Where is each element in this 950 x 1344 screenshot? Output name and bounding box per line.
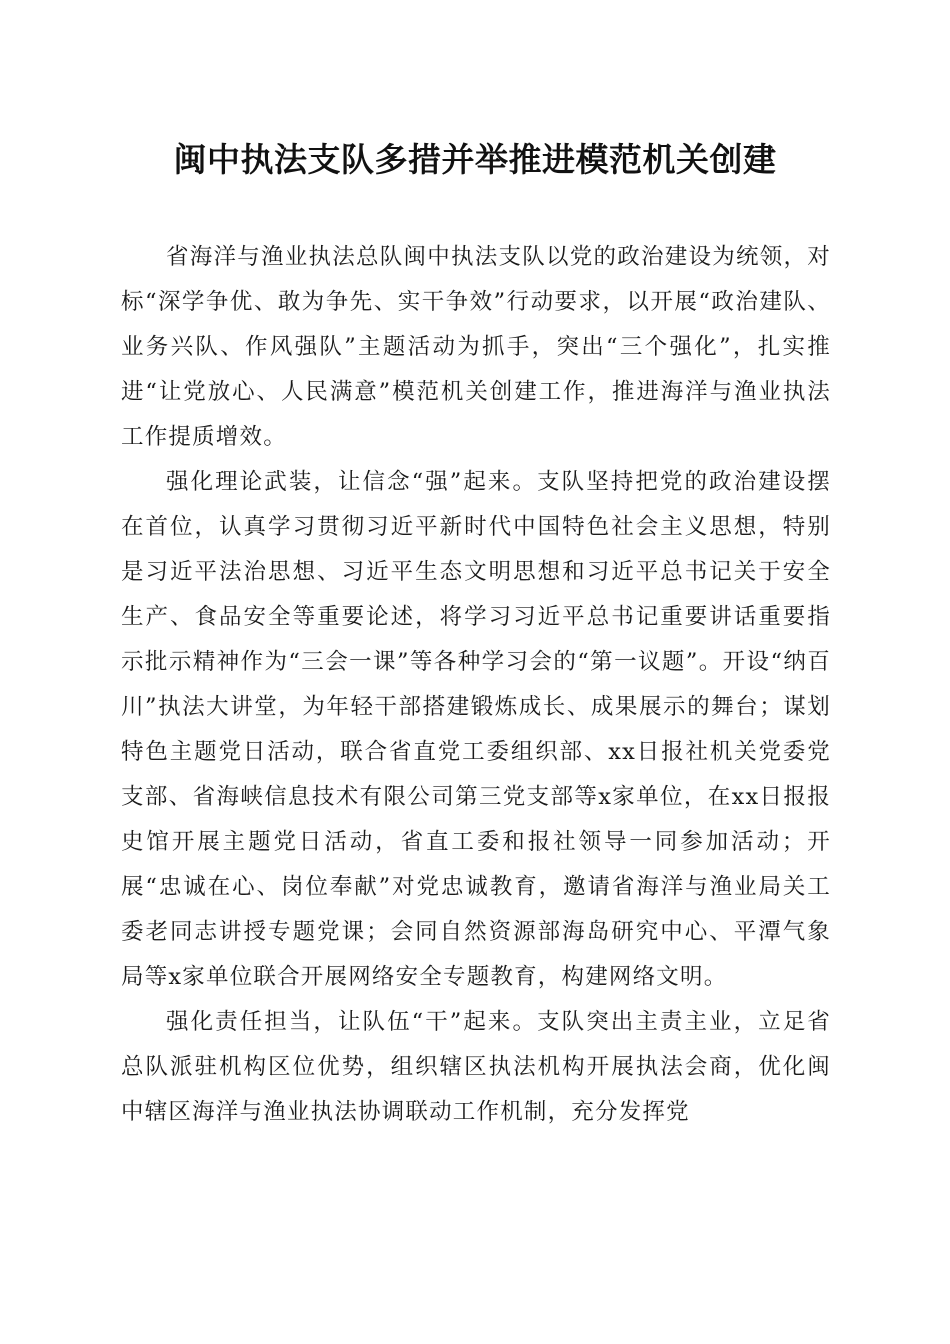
document-body xyxy=(121,235,831,1135)
paragraph-intro: 省海洋与渔业执法总队闽中执法支队以党的政治建设为统领，对标“深学争优、敢为争先、实干争效”行动要求，以开展“政治建队、业务兴队、作风强队”主题活动为抓手，突出“三个强化”，扎实推进“让党放心、人民满意”模范机关创建工作，推进海洋与渔业执法工作提质增效。 xyxy=(121,244,831,450)
document-title: 闽中执法支队多措并举推进模范机关创建 xyxy=(173,140,777,179)
paragraph-theory: 强化理论武装，让信念“强”起来。支队坚持把党的政治建设摆在首位，认真学习贯彻习近平新时代中国特色社会主义思想，特别是习近平法治思想、习近平生态文明思想和习近平总书记关于安全生产、食品安全等重要论述，将学习习近平总书记重要讲话重要指示批示精神作为“三会一课”等各种学习会的“第一议题”。开设“纳百川”执法大讲堂，为年轻干部搭建锻炼成长、成果展示的舞台；谋划特色主题党日活动，联合省直党工委组织部、xx日报社机关党委党支部、省海峡信息技术有限公司第三党支部等x家单位，在xx日报报史馆开展主题党日活动，省直工委和报社领导一同参加活动；开展“忠诚在心、岗位奉献”对党忠诚教育，邀请省海洋与渔业局关工委老同志讲授专题党课；会同自然资源部海岛研究中心、平潭气象局等x家单位联合开展网络安全专题教育，构建网络文明。 xyxy=(121,469,831,990)
paragraph-responsibility: 强化责任担当，让队伍“干”起来。支队突出主责主业，立足省总队派驻机构区位优势，组织辖区执法机构开展执法会商，优化闽中辖区海洋与渔业执法协调联动工作机制，充分发挥党 xyxy=(121,1009,831,1125)
